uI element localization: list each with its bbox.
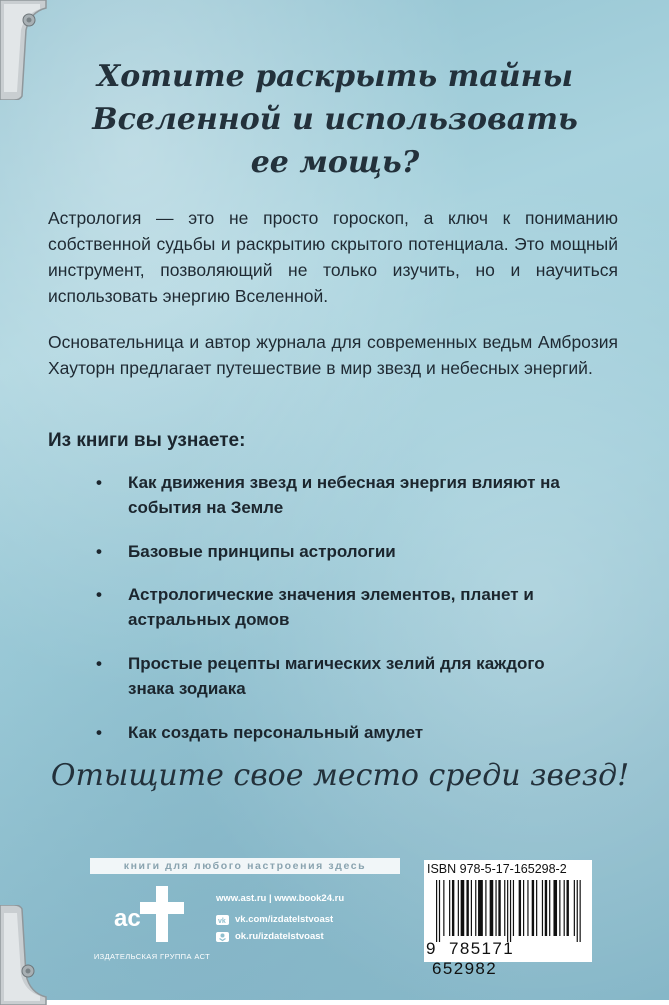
list-item — [96, 720, 580, 745]
list-item — [96, 470, 580, 520]
barcode-group-2: 652982 — [432, 959, 498, 978]
metal-corner-top — [0, 0, 48, 100]
list-item — [96, 582, 580, 632]
ok-link-text: ok.ru/izdatelstvoast — [235, 931, 324, 942]
list-item — [96, 651, 580, 701]
barcode-digits — [426, 939, 590, 979]
isbn-barcode — [424, 860, 592, 978]
topics-list — [96, 470, 580, 745]
ok-icon — [216, 932, 229, 942]
barcode-group-1: 785171 — [448, 939, 515, 958]
vk-link-text: vk.com/izdatelstvoast — [235, 914, 334, 925]
metal-corner-bottom — [0, 905, 48, 1005]
tagline: Отыщите свое место среди звезд! — [50, 758, 630, 793]
headline-line-2: Вселенной и использовать — [92, 102, 578, 137]
list-item-text: Астрологические значения элементов, планет и астральных домов — [128, 585, 534, 629]
publisher-name: ИЗДАТЕЛЬСКАЯ ГРУППА АСТ — [93, 952, 211, 961]
barcode-bars — [436, 880, 584, 942]
series-banner: книги для любого настроения здесь — [90, 858, 400, 874]
author-paragraph: Основательница и автор журнала для современных ведьм Амброзия Хауторн предлагает путешествие в мир звезд и небесных энергий. — [48, 332, 618, 378]
bullet-icon: • — [96, 542, 102, 561]
isbn-label: ISBN 978-5-17-165298-2 — [427, 862, 567, 876]
bullet-icon: • — [96, 473, 102, 492]
learn-heading: Из книги вы узнаете: — [48, 430, 246, 451]
svg-text:ac: ac — [114, 905, 141, 932]
ok-link[interactable] — [216, 931, 324, 942]
headline-line-3: ее мощь? — [250, 145, 420, 180]
list-item — [96, 539, 580, 564]
svg-text:vk: vk — [218, 917, 226, 925]
intro-paragraph: Астрология — это не просто гороскоп, а ключ к пониманию собственной судьбы и раскрытию скрытого потенциала. Это мощный инструмент, позволяющий не только изучить, но и научиться использовать энергию Вселенной. — [48, 208, 618, 306]
website-links[interactable]: www.ast.ru | www.book24.ru — [216, 893, 345, 904]
list-item-text: Базовые принципы астрологии — [128, 542, 396, 561]
vk-link[interactable] — [216, 914, 333, 925]
barcode-first-digit: 9 — [426, 939, 437, 958]
publisher-logo — [112, 884, 188, 944]
headline-line-1: Хотите раскрыть тайны — [97, 59, 573, 94]
bullet-icon: • — [96, 654, 102, 673]
bullet-icon: • — [96, 723, 102, 742]
bullet-icon: • — [96, 585, 102, 604]
list-item-text: Простые рецепты магических зелий для каждого знака зодиака — [128, 654, 545, 698]
vk-icon — [216, 915, 229, 925]
list-item-text: Как движения звезд и небесная энергия влияют на события на Земле — [128, 473, 560, 517]
list-item-text: Как создать персональный амулет — [128, 723, 424, 742]
headline — [80, 55, 590, 184]
